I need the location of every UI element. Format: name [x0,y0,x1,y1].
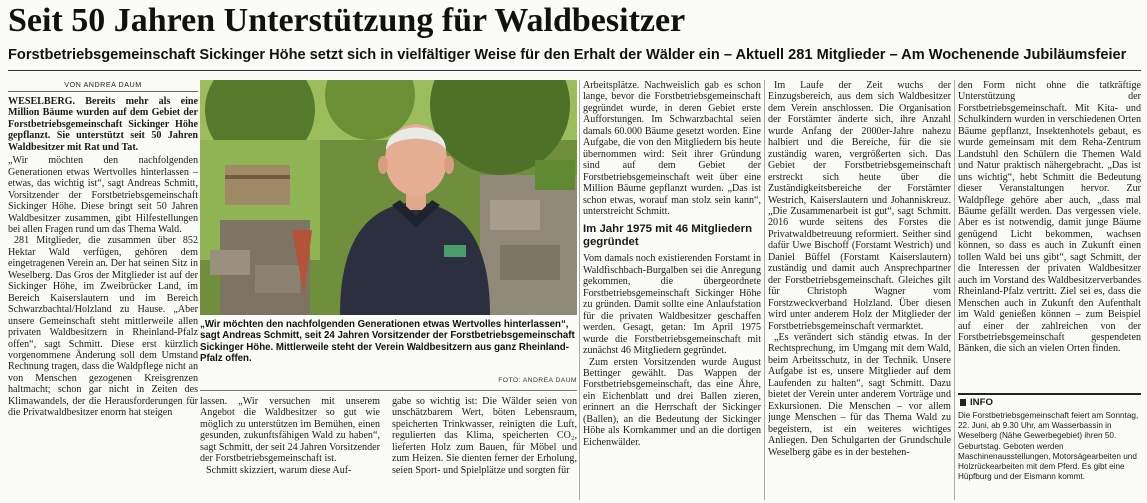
paragraph: Arbeitsplätze. Nachweislich gab es schon lange, bevor die Forstbetriebsgemeinschaft gegründet wurde, in deren Gebiet erste Aufforstungen. Im Schwarzbachtal seien damals 60.000 Bäume gesetzt worden. Eine Aufgabe, die von den Mitgliedern bis heute übernommen wird: Seit ihrer Gründung sind auf dem Gebiet der Forstbetriebsgemeinschaft weit über eine Million Bäume gepflanzt wurden. „Das ist schon etwas, worauf man stolz sein kann“, unterstreicht Schmitt. [583,80,761,217]
caption-rule [200,390,577,391]
paragraph: 281 Mitglieder, die zusammen über 852 Hektar Wald verfügen, gehören dem eingetragenen Verein an. Der hat seinen Sitz in Weselberg. Das Gros der Mitglieder ist auf der Sickinger Höhe, im Zweibrücker Land, im Bereich Kaiserslautern und im Bereich Schwarzbachtal/Holzland zu Hause. „Aber unsere Gemeinschaft steht mittlerweile allen privaten Waldbesitzern in Rheinland-Pfalz offen“, sagt Schmitt. Diese erst kürzlich vorgenommene Änderung soll dem Umstand Rechnung tragen, dass die Waldpflege nicht an von Menschen gezogenen Kreisgrenzen haltmacht; schon gar nicht in Zeiten des Klimawandels, der die Herausforderungen für die Privatwaldbesitzer enorm hat steigen [8,235,198,419]
info-title: INFO [970,397,1141,409]
column-4 [768,80,951,502]
column-5 [958,80,1141,388]
paragraph: Zum ersten Vorsitzenden wurde August Bettinger gewählt. Das Wappen der Forstbetriebsgemeinschaft, das eine Ähre, ein Eichenblatt und drei Ballen zieren, erinnert an die Herrschaft der Sickinger (Ballen), an die Bedeutung der Sickinger Höhe als Kornkammer und an die dortigen Eichenwälder. [583,356,761,448]
column-divider [764,80,765,500]
paragraph: den Form nicht ohne die tatkräftige Unterstützung der Forstbetriebsgemeinschaft. Mit Kita- und Schulkindern wurden in verschiedenen Orten Bäume gepflanzt, Insektenhotels gebaut, es wurde gemeinsam mit dem Reha-Zentrum Landstuhl den Schülern die Themen Wald und Natur praktisch nähergebracht. „Das ist uns wichtig“, hebt Schmitt die Bedeutung dieser Veranstaltungen hervor. Zur Waldpflege gehöre aber auch, „dass mal Bäume gefällt werden. Das vergessen viele. Aber es ist notwendig, damit junge Bäume genügend Licht bekommen, wachsen können, so dass es auch in Zukunft einen tollen Wald bei uns gibt“, sagt Schmitt, der die Interessen der privaten Waldbesitzer auch im Vorstand des Waldbesitzerverbandes Rheinland-Pfalz vertritt. Ziel sei es, dass die Menschen auch in Zukunft den Aufenthalt im Wald genießen können – zum Beispiel auf einer der zahlreichen von der Forstbetriebsgemeinschaft gespendeten Bänken, die sich an vielen Orten finden. [958,80,1141,355]
column-divider [579,80,580,500]
subheadline: Forstbetriebsgemeinschaft Sickinger Höhe setzt sich in vielfältiger Weise für den Erhalt der Wälder ein – Aktuell 281 Mitglieder – Am Wochenende Jubiläumsfeier [8,47,1127,63]
paragraph: „Es verändert sich ständig etwas. In der Rechtsprechung, im Umgang mit dem Wald, beim Arbeitsschutz, in der Technik. Unsere Aufgabe ist es, unsere Mitglieder auf dem Laufenden zu halten“, sagt Schmitt. Dazu bietet der Verein unter anderem Vorträge und Exkursionen. Die Menschen – vor allem junge Menschen – für das Thema Wald zu begeistern, ist ein weiteres wichtiges Anliegen. Den Schulgarten der Grundschule Weselberg gäbe es in der bestehen- [768,331,951,458]
paragraph: Schmitt skizziert, warum diese Auf- [206,464,352,476]
paragraph: lassen. „Wir versuchen mit unserem Angebot die Waldbesitzer so gut wie möglich zu unterstützen im Bemühen, einen gesunden, zukunftsfähigen Wald zu haben“, sagt Schmitt, der seit 24 Jahren Vorsitzender der Forstbetriebsgemeinschaft ist. [200,396,380,465]
byline: VON ANDREA DAUM [64,80,142,89]
top-rule [8,70,1141,71]
section-subhead: Im Jahr 1975 mit 46 Mitgliedern gegründet [583,223,753,249]
column-1 [8,96,198,502]
column-2a [200,396,380,502]
paragraph: gabe so wichtig ist: Die Wälder seien von unschätzbarem Wert, böten Lebensraum, speicherten Trinkwasser, reinigten die Luft, regulierten das Klima, speicherten CO₂, lieferten Holz zum Bauen, für Möbel und zum Heizen. Sie dienten ferner der Erholung, seien Sport- und Spielplätze und sorgten für [392,396,577,476]
lead-paragraph: WESELBERG. Bereits mehr als eine Million Bäume wurden auf dem Gebiet der Forstbetriebsgemeinschaft Sickinger Höhe gepflanzt. Sie unterstützt seit 50 Jahren Waldbesitzer mit Rat und Tat. [8,96,198,153]
paragraph: Vom damals noch existierenden Forstamt in Waldfischbach-Burgalben sei die Anregung gekommen, die übergeordnete Forstbetriebsgemeinschaft Sickinger Höhe zu gründen. Damit sollte eine Anlaufstation für die privaten Waldbesitzer geschaffen werden. Gesagt, getan: Im April 1975 wurde die Forstbetriebsgemeinschaft mit zunächst 46 Mitgliedern gegründet. [583,253,761,357]
info-text: Die Forstbetriebsgemeinschaft feiert am Sonntag, 22. Juni, ab 9.30 Uhr, am Wasserbassin in Weselberg (Nähe Gewerbegebiet) ihren 50. Geburtstag. Geboten werden Maschinenausstellungen, Motorsägearbeiten und Holzrückearbeiten mit dem Pferd. Es gibt eine Hüpfburg und der Eismann kommt. [958,411,1139,482]
column-2b [392,396,577,502]
byline-rule [8,91,198,92]
info-box [958,393,1141,503]
paragraph: Im Laufe der Zeit wuchs der Einzugsbereich, aus dem sich Waldbesitzer dem Verein anschlossen. Die Organisation der Forstämter änderte sich, ihre Anzahl wurde Anfang der 2000er-Jahre nahezu halbiert und die Bereiche, für die sie zuständig waren, vergrößerten sich. Das Gebiet der Forstbetriebsgemeinschaft erstreckt sich heute über die Zuständigkeitsbereiche der Forstämter Westrich, Kaiserslautern und Johanniskreuz. „Die Zusammenarbeit ist gut“, sagt Schmitt. 2016 wurde seitens des Forstes die Privatwaldbetreuung reformiert. Seither sind dafür Uwe Bischoff (Forstamt Westrich) und Daniel Büffel (Forstamt Kaiserslautern) zuständig und damit auch Ansprechpartner der Forstbetriebsgemeinschaft. Gleiches gilt für Christoph Wagner vom Forstzweckverband Holzland. Über diesen wird unter anderem Holz der Mitglieder der Forstbetriebsgemeinschaft vermarktet. [768,80,951,332]
photo-credit: FOTO: ANDREA DAUM [498,377,577,384]
column-3 [583,80,761,502]
photo-caption: „Wir möchten den nachfolgenden Generationen etwas Wertvolles hinterlassen“, sagt Andreas Schmitt, seit 24 Jahren Vorsitzender der Forstbetriebsgemeinschaft Sickinger Höhe. Mittlerweile steht der Verein Waldbesitzern aus ganz Rheinland-Pfalz offen. [200,319,575,365]
article-photo [200,80,577,315]
column-divider [954,80,955,500]
paragraph: „Wir möchten den nachfolgenden Generationen etwas Wertvolles hinterlassen – etwas, das wichtig ist“, sagt Andreas Schmitt, Vorsitzender der Forstbetriebsgemeinschaft Sickinger Höhe. Diese bringt seit 50 Jahren Waldbesitzer zusammen, gibt Hilfestellungen bei allen Fragen rund um das Thema Wald. [8,155,198,235]
headline: Seit 50 Jahren Unterstützung für Waldbesitzer [8,2,686,39]
